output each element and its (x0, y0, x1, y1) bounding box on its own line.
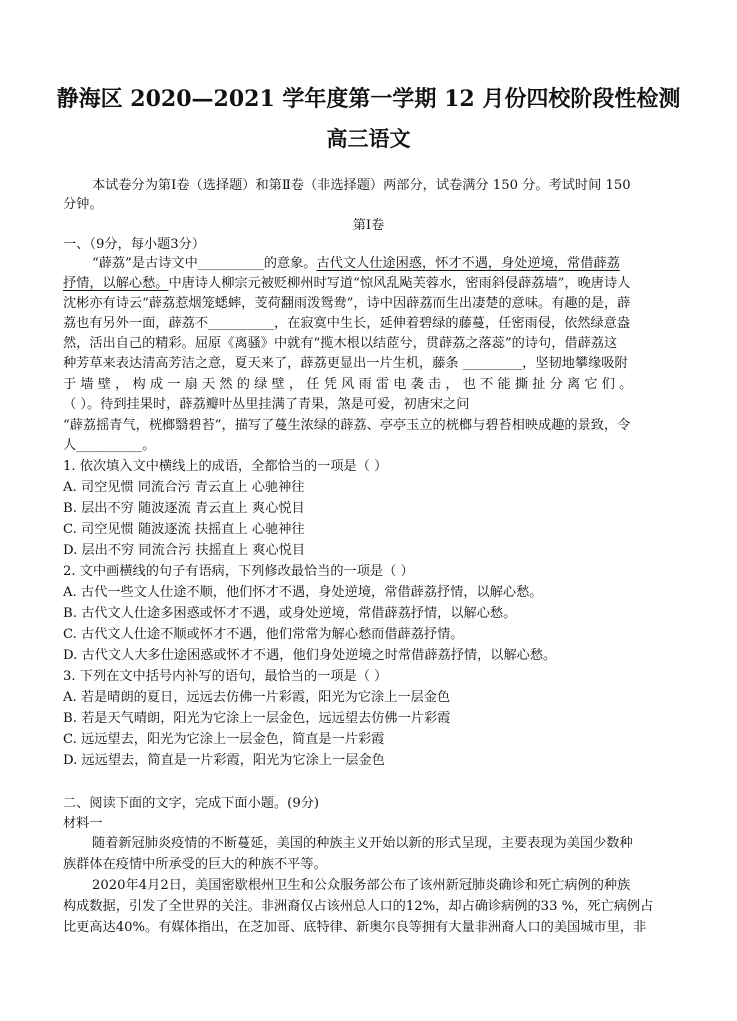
question-3-option-d: D. 远远望去，简直是一片彩霞，阳光为它涂上一层金色 (63, 753, 385, 768)
question-2-option-a: A. 古代一些文人仕途不顺，他们怀才不遇，身处逆境，常借薜荔抒情，以解心愁。 (63, 585, 543, 600)
passage-text: “薜荔”是古诗文中__________的意象。 (92, 256, 317, 271)
passage-line-1 (92, 254, 620, 274)
question-2-option-b: B. 古代文人仕途多困惑或怀才不遇，或身处逆境，常借薜荔抒情，以解心愁。 (63, 606, 517, 621)
question-1-option-a: A. 司空见惯 同流合污 青云直上 心驰神往 (63, 480, 305, 495)
passage-text: 中唐诗人柳宗元被贬柳州时写道“惊风乱飐芙蓉水，密雨斜侵薜荔墙”，晚唐诗人 (168, 276, 631, 291)
passage-line-9: “薜荔摇青气，桄榔翳碧苔”，描写了蔓生浓绿的薜荔、亭亭玉立的桄榔与碧苔相映成趣的景致，令 (63, 418, 631, 433)
question-1-stem: 1. 依次填入文中横线上的成语，全都恰当的一项是（ ） (63, 459, 388, 474)
question-1-option-c: C. 司空见惯 随波逐流 扶摇直上 心驰神往 (63, 522, 305, 537)
question-3-option-a: A. 若是晴朗的夏日，远远去仿佛一片彩霞，阳光为它涂上一层金色 (63, 690, 451, 705)
underlined-sentence: 抒情，以解心愁。 (63, 276, 169, 291)
question-3-stem: 3. 下列在文中括号内补写的语句，最恰当的一项是（ ） (63, 669, 388, 684)
question-2-option-d: D. 古代文人大多仕途困惑或怀才不遇，他们身处逆境之时常借薜荔抒情，以解心愁。 (63, 648, 557, 663)
passage-line-10: 人__________。 (63, 438, 156, 453)
question-2-stem: 2. 文中画横线的句子有语病，下列修改最恰当的一项是（ ） (63, 564, 414, 579)
question-3-option-c: C. 远远望去，阳光为它涂上一层金色，简直是一片彩霞 (63, 732, 385, 747)
part-heading: 第Ⅰ卷 (352, 218, 385, 233)
question-2-option-c: C. 古代文人仕途不顺或怀才不遇，他们常常为解心愁而借薜荔抒情。 (63, 627, 464, 642)
material-line-4: 构成数据，引发了全世界的关注。非洲裔仅占该州总人口的12%，却占确诊病例的33 %，死亡病例占 (63, 899, 654, 914)
passage-line-5: 然，活出自己的精彩。屈原《离骚》中就有“揽木根以结茝兮，贯薜荔之落蕊”的诗句，借薜荔这 (63, 336, 618, 351)
material-line-1: 随着新冠肺炎疫情的不断蔓延，美国的种族主义开始以新的形式呈现，主要表现为美国少数种 (92, 836, 633, 851)
passage-line-7: 于 墙 壁 ， 构 成 一 扇 天 然 的 绿 壁 ， 任 凭 风 雨 雷 电 袭 击 ， 也 不 能 撕 扯 分 离 它 们 。 (63, 377, 633, 392)
question-1-option-d: D. 层出不穷 同流合污 扶摇直上 爽心悦目 (63, 543, 306, 558)
section-1-heading: 一、（9分，每小题3分） (63, 237, 206, 252)
section-2-heading: 二、阅读下面的文字，完成下面小题。(9分) (63, 796, 320, 811)
exam-subtitle: 高三语文 (326, 126, 411, 151)
material-line-3: 2020年4月2日，美国密歇根州卫生和公众服务部公布了该州新冠肺炎确诊和死亡病例的种族 (92, 878, 631, 893)
question-1-option-b: B. 层出不穷 随波逐流 青云直上 爽心悦目 (63, 501, 305, 516)
passage-line-2 (63, 274, 630, 294)
underlined-sentence: 古代文人仕途困惑，怀才不遇，身处逆境，常借薜荔 (316, 256, 620, 271)
passage-line-8: （ ）。待到挂果时，薜荔瓣叶丛里挂满了青果，煞是可爱，初唐宋之问 (63, 397, 470, 412)
exam-title: 静海区 2020—2021 学年度第一学期 12 月份四校阶段性检测 (56, 86, 681, 112)
intro-line-2: 分钟。 (63, 197, 103, 212)
passage-line-3: 沈彬亦有诗云“薜荔惹烟笼蟋蟀，芰荷翻雨泼鸳鸯”，诗中因薜荔而生出凄楚的意味。有趣的是，薜 (63, 296, 631, 311)
material-line-5: 比更高达40%。有媒体指出，在芝加哥、底特律、新奥尔良等拥有大量非洲裔人口的美国城市里，非 (63, 920, 647, 935)
question-3-option-b: B. 若是天气晴朗，阳光为它涂上一层金色，远远望去仿佛一片彩霞 (63, 711, 451, 726)
passage-line-4: 荔也有另外一面，薜荔不__________，在寂寞中生长，延伸着碧绿的藤蔓，任密雨侵，依然绿意盎 (63, 316, 631, 331)
material-label: 材料一 (63, 816, 103, 831)
intro-line-1: 本试卷分为第Ⅰ卷（选择题）和第Ⅱ卷（非选择题）两部分，试卷满分 150 分。考试时间 150 (92, 178, 631, 193)
material-line-2: 族群体在疫情中所承受的巨大的种族不平等。 (63, 857, 327, 872)
passage-line-6: 种芳草来表达清高芳洁之意，夏天来了，薜荔更显出一片生机，藤条 _________，坚韧地攀缘吸附 (63, 356, 628, 371)
